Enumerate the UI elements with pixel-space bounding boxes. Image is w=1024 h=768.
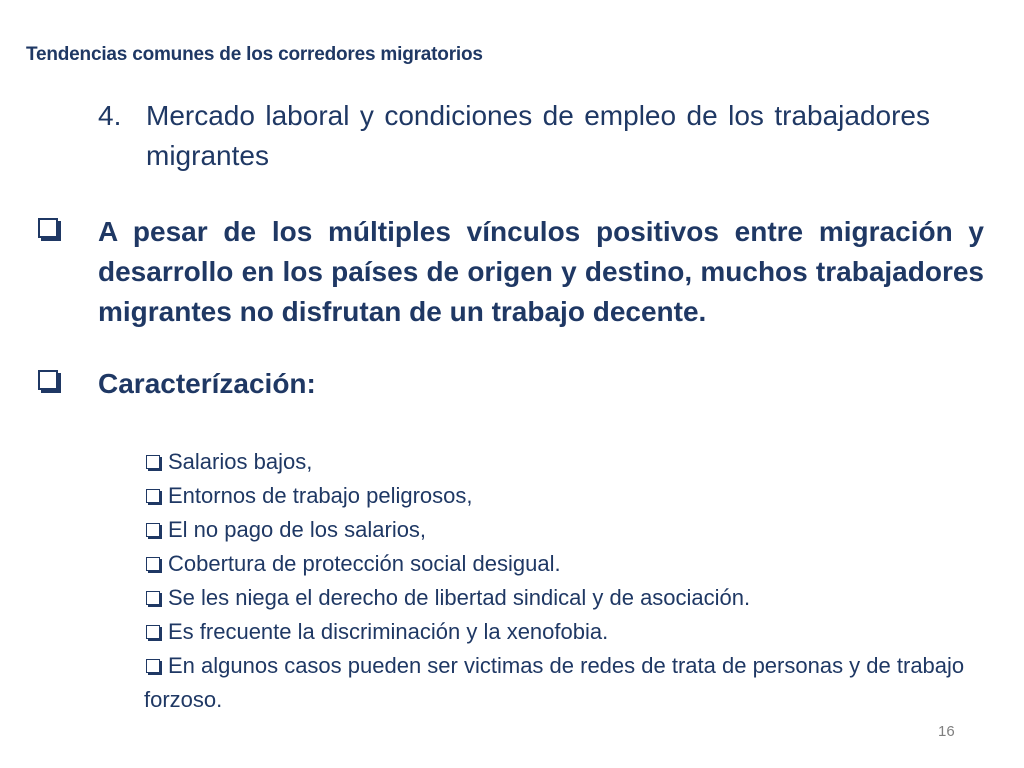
list-item bbox=[144, 479, 994, 513]
list-item bbox=[144, 547, 994, 581]
list-item-text: Se les niega el derecho de libertad sindical y de asociación. bbox=[168, 585, 751, 610]
bullet-main-2 bbox=[38, 364, 984, 404]
checkbox-square-icon bbox=[38, 370, 58, 390]
bullet-text: A pesar de los múltiples vínculos positivos entre migración y desarrollo en los países de origen y destino, muchos trabajadores migrantes no disfrutan de un trabajo decente. bbox=[98, 216, 984, 327]
slide-subtitle bbox=[98, 96, 930, 176]
list-item-text: Es frecuente la discriminación y la xenofobia. bbox=[168, 619, 609, 644]
list-item-text: Salarios bajos, bbox=[168, 449, 313, 474]
list-item-text: En algunos casos pueden ser victimas de redes de trata de personas y de trabajo forzoso. bbox=[144, 653, 965, 712]
list-item-text: El no pago de los salarios, bbox=[168, 517, 427, 542]
checkbox-square-icon bbox=[146, 523, 160, 537]
bullet-main-1 bbox=[38, 212, 984, 332]
list-item bbox=[144, 581, 994, 615]
checkbox-square-icon bbox=[146, 455, 160, 469]
checkbox-square-icon bbox=[38, 218, 58, 238]
page-number: 16 bbox=[938, 723, 955, 740]
list-item-text: Entornos de trabajo peligrosos, bbox=[168, 483, 473, 508]
checkbox-square-icon bbox=[146, 591, 160, 605]
checkbox-square-icon bbox=[146, 625, 160, 639]
bullet-text: Caracterízación: bbox=[98, 368, 316, 399]
list-item bbox=[144, 445, 994, 479]
slide-header: Tendencias comunes de los corredores migratorios bbox=[26, 44, 483, 65]
characterization-list bbox=[144, 445, 994, 717]
list-item bbox=[144, 513, 994, 547]
list-item bbox=[144, 649, 994, 717]
checkbox-square-icon bbox=[146, 489, 160, 503]
subtitle-text: Mercado laboral y condiciones de empleo de los trabajadores migrantes bbox=[146, 100, 930, 171]
list-item bbox=[144, 615, 994, 649]
checkbox-square-icon bbox=[146, 659, 160, 673]
checkbox-square-icon bbox=[146, 557, 160, 571]
subtitle-number: 4. bbox=[98, 100, 122, 131]
list-item-text: Cobertura de protección social desigual. bbox=[168, 551, 561, 576]
